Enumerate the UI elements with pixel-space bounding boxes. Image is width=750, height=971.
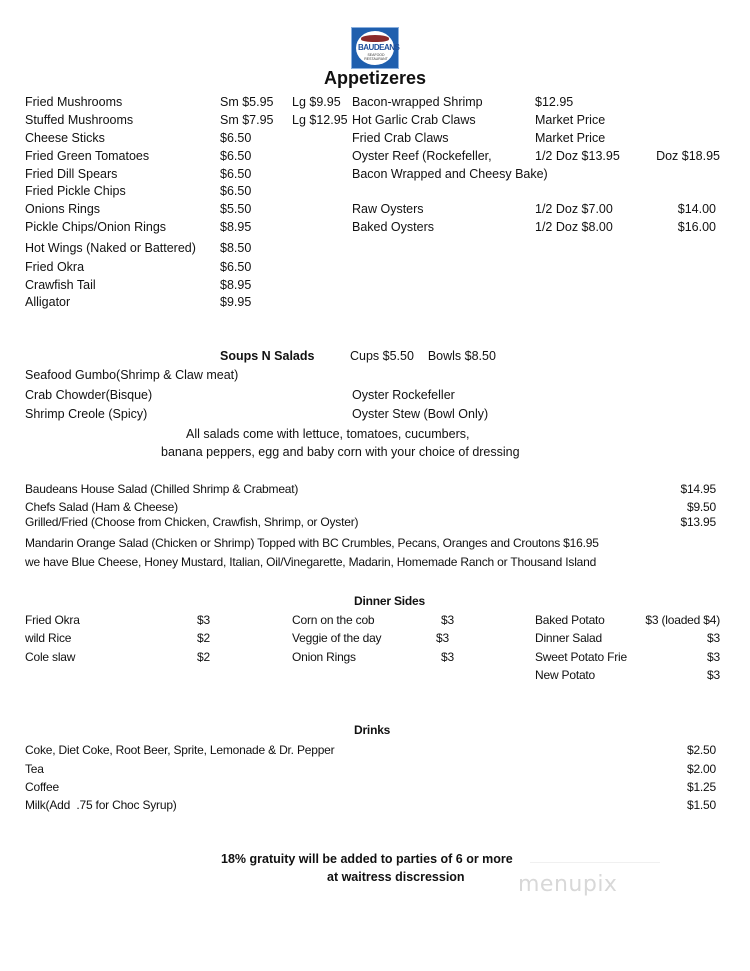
sides-title: Dinner Sides bbox=[354, 594, 425, 608]
item-price: $6.50 bbox=[220, 260, 252, 274]
side-price: $3 bbox=[707, 631, 720, 645]
item-name: Fried Dill Spears bbox=[25, 167, 118, 181]
item-price: 1/2 Doz $7.00 bbox=[535, 202, 613, 216]
item-price-large: Lg $12.95 bbox=[292, 113, 348, 127]
side-name: Fried Okra bbox=[25, 613, 80, 627]
mandarin-salad: Mandarin Orange Salad (Chicken or Shrimp) Topped with BC Crumbles, Pecans, Oranges and Croutons $16.95 bbox=[25, 536, 599, 550]
side-name: Corn on the cob bbox=[292, 613, 375, 627]
item-name: Fried Mushrooms bbox=[25, 95, 123, 109]
item-price: Sm $5.95 bbox=[220, 95, 274, 109]
item-price: $8.95 bbox=[220, 278, 252, 292]
item-name: Hot Wings (Naked or Battered) bbox=[25, 241, 196, 255]
item-name: Pickle Chips/Onion Rings bbox=[25, 220, 167, 234]
item-name: Chefs Salad (Ham & Cheese) bbox=[25, 500, 178, 514]
side-price: $3 bbox=[441, 613, 454, 627]
item-name: Fried Crab Claws bbox=[352, 131, 449, 145]
drinks-title: Drinks bbox=[354, 723, 391, 737]
item-name: Fried Pickle Chips bbox=[25, 184, 126, 198]
side-name: Sweet Potato Frie bbox=[535, 650, 627, 664]
side-name: Dinner Salad bbox=[535, 631, 602, 645]
side-price: $3 bbox=[707, 668, 720, 682]
drink-name: Milk(Add .75 for Choc Syrup) bbox=[25, 798, 177, 812]
crab-icon bbox=[361, 35, 389, 42]
item-price-large: Lg $9.95 bbox=[292, 95, 341, 109]
side-name: Baked Potato bbox=[535, 613, 605, 627]
drink-price: $2.00 bbox=[686, 762, 716, 776]
side-price: $3 (loaded $4) bbox=[645, 613, 720, 627]
item-price: 1/2 Doz $13.95 bbox=[535, 149, 620, 163]
watermark: menupix bbox=[518, 872, 618, 897]
item-price: $8.95 bbox=[220, 220, 252, 234]
drink-name: Coke, Diet Coke, Root Beer, Sprite, Lemonade & Dr. Pepper bbox=[25, 743, 335, 757]
item-price: $6.50 bbox=[220, 167, 252, 181]
item-price-dozen: $14.00 bbox=[677, 202, 716, 216]
item-price: $8.50 bbox=[220, 241, 252, 255]
item-name: Grilled/Fried (Choose from Chicken, Crawfish, Shrimp, or Oyster) bbox=[25, 515, 359, 529]
side-price: $3 bbox=[197, 613, 210, 627]
soups-title: Soups N Salads bbox=[220, 349, 315, 363]
item-name: Fried Okra bbox=[25, 260, 85, 274]
item-name: Bacon Wrapped and Cheesy Bake) bbox=[352, 167, 548, 181]
soups-prices: Cups $5.50 Bowls $8.50 bbox=[350, 349, 496, 363]
item-price: 1/2 Doz $8.00 bbox=[535, 220, 613, 234]
side-price: $3 bbox=[441, 650, 454, 664]
item-name: Alligator bbox=[25, 295, 71, 309]
item-name: Onions Rings bbox=[25, 202, 101, 216]
item-price: $14.95 bbox=[680, 482, 716, 496]
item-name: Hot Garlic Crab Claws bbox=[352, 113, 476, 127]
item-name: Baudeans House Salad (Chilled Shrimp & Crabmeat) bbox=[25, 482, 299, 496]
item-price: Market Price bbox=[535, 113, 606, 127]
soup-item: Oyster Stew (Bowl Only) bbox=[352, 407, 489, 421]
item-price: Market Price bbox=[535, 131, 606, 145]
item-name: Bacon-wrapped Shrimp bbox=[352, 95, 483, 109]
appetizers-title: Appetizeres bbox=[323, 68, 427, 88]
item-name: Baked Oysters bbox=[352, 220, 434, 234]
side-name: Veggie of the day bbox=[292, 631, 382, 645]
side-name: New Potato bbox=[535, 668, 596, 682]
item-price: $6.50 bbox=[220, 131, 252, 145]
side-price: $2 bbox=[197, 650, 210, 664]
soup-item: Seafood Gumbo(Shrimp & Claw meat) bbox=[25, 368, 239, 382]
side-price: $2 bbox=[197, 631, 210, 645]
item-name: Fried Green Tomatoes bbox=[25, 149, 150, 163]
restaurant-logo bbox=[351, 27, 399, 69]
side-name: wild Rice bbox=[25, 631, 72, 645]
drink-price: $1.50 bbox=[686, 798, 716, 812]
gratuity-notice: 18% gratuity will be added to parties of 6 or more bbox=[221, 852, 513, 866]
side-name: Onion Rings bbox=[292, 650, 356, 664]
gratuity-notice-2: at waitress discression bbox=[327, 870, 465, 884]
side-price: $3 bbox=[707, 650, 720, 664]
drink-price: $1.25 bbox=[686, 780, 716, 794]
item-name: Cheese Sticks bbox=[25, 131, 105, 145]
item-price: $5.50 bbox=[220, 202, 252, 216]
drink-name: Coffee bbox=[25, 780, 59, 794]
item-price: $12.95 bbox=[535, 95, 574, 109]
item-name: Crawfish Tail bbox=[25, 278, 96, 292]
item-price: $13.95 bbox=[680, 515, 716, 529]
salad-note: banana peppers, egg and baby corn with your choice of dressing bbox=[161, 445, 520, 459]
item-name: Oyster Reef (Rockefeller, bbox=[352, 149, 492, 163]
side-price: $3 bbox=[436, 631, 449, 645]
item-price: $9.50 bbox=[686, 500, 716, 514]
item-name: Raw Oysters bbox=[352, 202, 424, 216]
soup-item: Oyster Rockefeller bbox=[352, 388, 455, 402]
logo-name: BAUDEANS bbox=[358, 43, 400, 52]
soup-item: Crab Chowder(Bisque) bbox=[25, 388, 153, 402]
dressing-options: we have Blue Cheese, Honey Mustard, Italian, Oil/Vinegarette, Madarin, Homemade Ranch or Thousand Island bbox=[25, 555, 597, 569]
salad-note: All salads come with lettuce, tomatoes, cucumbers, bbox=[186, 427, 470, 441]
drink-price: $2.50 bbox=[686, 743, 716, 757]
item-price-dozen: Doz $18.95 bbox=[656, 149, 720, 163]
item-price: Sm $7.95 bbox=[220, 113, 274, 127]
watermark-line bbox=[530, 862, 660, 863]
drink-name: Tea bbox=[25, 762, 44, 776]
item-price: $6.50 bbox=[220, 149, 252, 163]
item-price: $9.95 bbox=[220, 295, 252, 309]
logo-subtitle: SEAFOOD RESTAURANT bbox=[364, 53, 388, 61]
item-price-dozen: $16.00 bbox=[677, 220, 716, 234]
item-name: Stuffed Mushrooms bbox=[25, 113, 134, 127]
item-price: $6.50 bbox=[220, 184, 252, 198]
soup-item: Shrimp Creole (Spicy) bbox=[25, 407, 148, 421]
side-name: Cole slaw bbox=[25, 650, 76, 664]
